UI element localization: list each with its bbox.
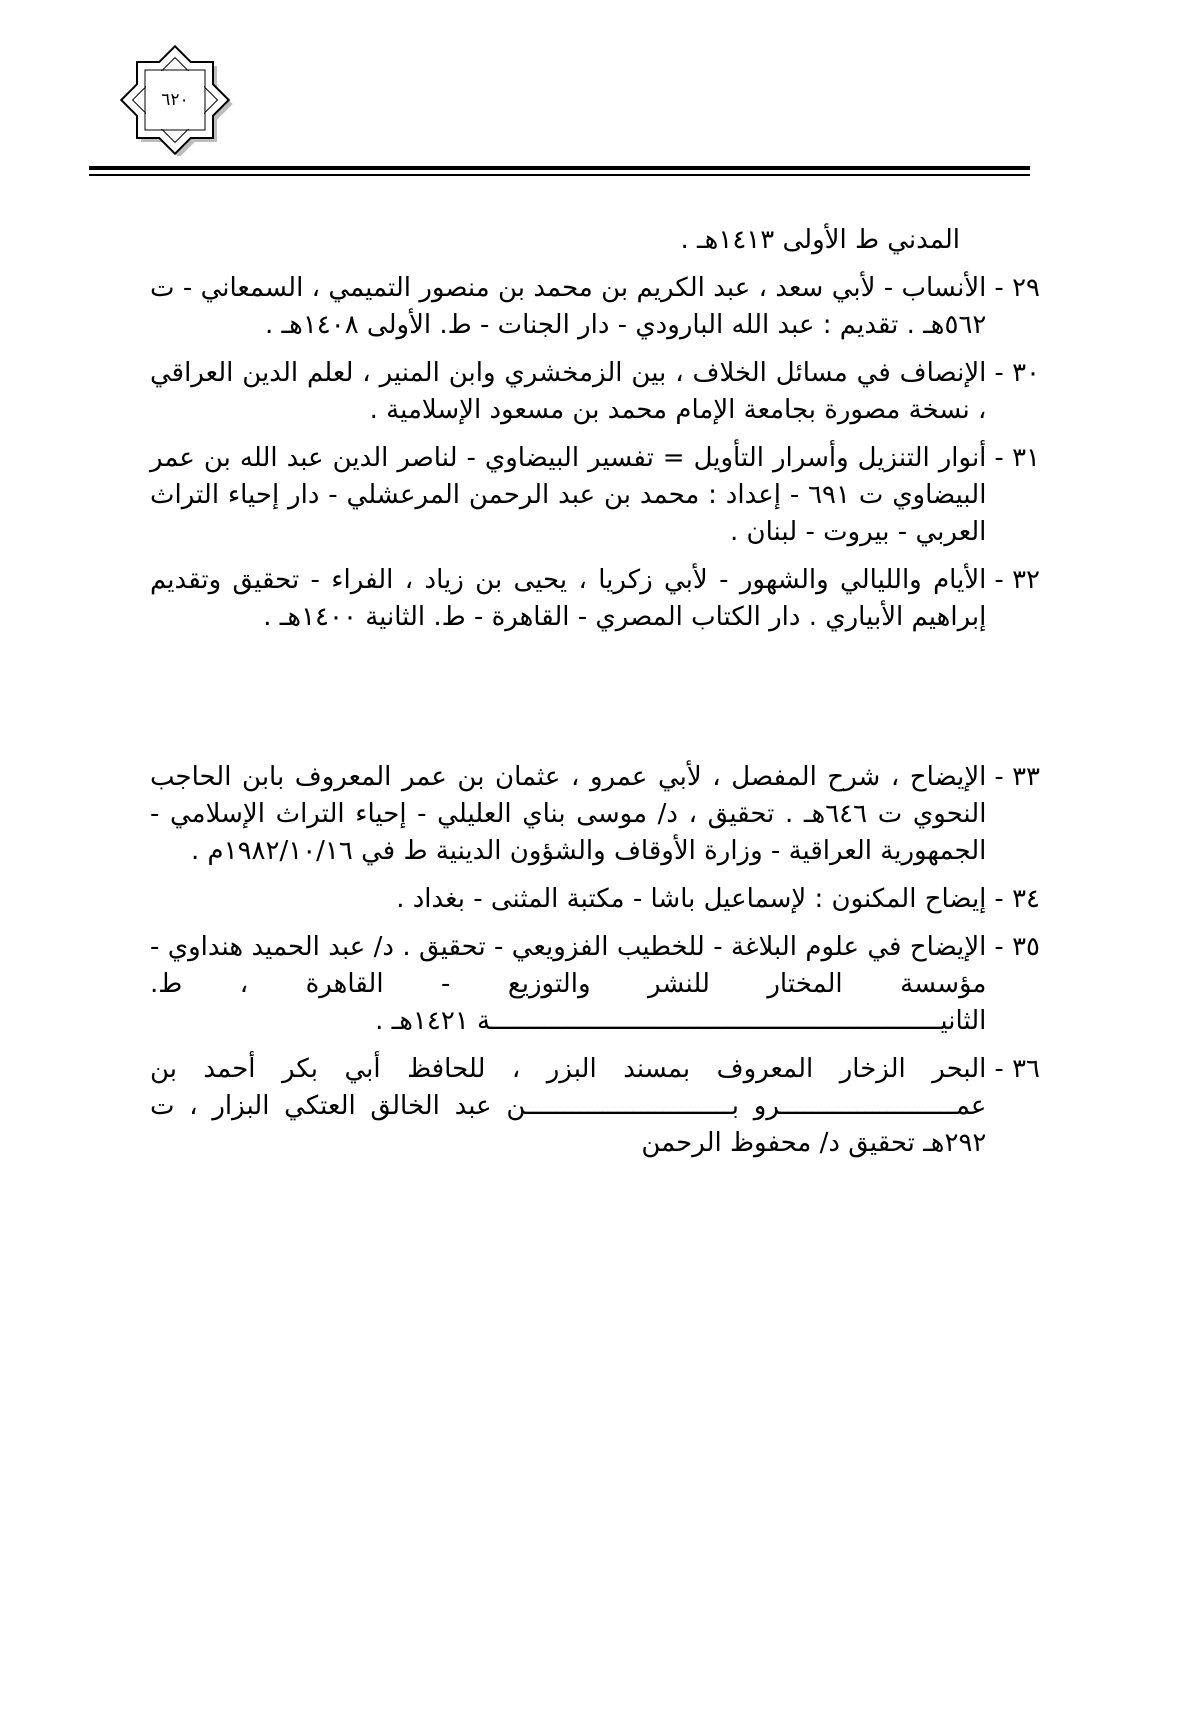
entry-text: الأيام والليالي والشهور - لأبي زكريا ، يحيى بن زياد ، الفراء - تحقيق وتقديم إبراهيم الأبياري . دار الكتاب المصري - القاهرة - ط. الثانية ١٤٠٠هـ . xyxy=(150,565,987,632)
entry-text: إيضاح المكنون : لإسماعيل باشا - مكتبة المثنى - بغداد . xyxy=(396,884,987,914)
entry-number: ٣٦ - xyxy=(994,1054,1040,1084)
header-rule-thin xyxy=(89,174,1030,176)
entry-text: الإنصاف في مسائل الخلاف ، بين الزمخشري وابن المنير ، لعلم الدين العراقي ، نسخة مصورة بجامعة الإمام محمد بن مسعود الإسلامية . xyxy=(150,358,987,425)
entry-number: ٣٢ - xyxy=(994,565,1040,595)
section-gap xyxy=(150,647,1040,759)
list-item xyxy=(150,881,1040,918)
list-item xyxy=(150,562,1040,636)
entry-number: ٣١ - xyxy=(994,443,1040,473)
header-rule-thick xyxy=(89,166,1030,170)
entry-number: ٢٩ - xyxy=(994,273,1040,303)
list-item xyxy=(150,759,1040,870)
entry-continuation: المدني ط الأولى ١٤١٣هـ . xyxy=(680,225,960,255)
list-item xyxy=(150,929,1040,1040)
entry-text: الأنساب - لأبي سعد ، عبد الكريم بن محمد بن منصور التميمي ، السمعاني - ت ٥٦٢هـ . تقديم : عبد الله البارودي - دار الجنات - ط. الأولى ١٤٠٨هـ . xyxy=(150,273,987,340)
bibliography-list xyxy=(150,222,1040,1173)
list-item xyxy=(150,270,1040,344)
entry-text: الإيضاح في علوم البلاغة - للخطيب الفزويعي - تحقيق . د/ عبد الحميد هنداوي - مؤسسة المختار للنشر والتوزيع - القاهرة ، ط. الثانيـــــــــــــــــــــــــــــــــــــــــــــــــــــــــــة ١٤٢١هـ . xyxy=(150,932,987,1036)
page-number: ٦٢٠ xyxy=(161,90,189,110)
entry-text: البحر الزخار المعروف بمسند البزر ، للحافظ أبي بكر أحمد بن عمـــــــــــــــــــــــرو بـــــــــــــــــــــــــــن عبد الخالق العتكي البزار ، ت ٢٩٢هـ تحقيق د/ محفوظ الرحمن xyxy=(150,1054,987,1158)
list-item xyxy=(150,440,1040,551)
entry-text: الإيضاح ، شرح المفصل ، لأبي عمرو ، عثمان بن عمر المعروف بابن الحاجب النحوي ت ٦٤٦هـ . تحقيق ، د/ موسى بناي العليلي - إحياء التراث الإسلامي - الجمهورية العراقية - وزارة الأوقاف والشؤون الدينية ط في ١٩٨٢/١٠/١٦م . xyxy=(150,762,987,866)
entry-text: أنوار التنزيل وأسرار التأويل = تفسير البيضاوي - لناصر الدين عبد الله بن عمر البيضاوي ت ٦٩١ - إعداد : محمد بن عبد الرحمن المرعشلي - دار إحياء التراث العربي - بيروت - لبنان . xyxy=(150,443,987,547)
entry-number: ٣٤ - xyxy=(994,884,1040,914)
list-item xyxy=(150,355,1040,429)
entry-number: ٣٣ - xyxy=(994,762,1040,792)
entry-number: ٣٠ - xyxy=(994,358,1040,388)
list-item xyxy=(150,1051,1040,1162)
entry-number: ٣٥ - xyxy=(994,932,1040,962)
